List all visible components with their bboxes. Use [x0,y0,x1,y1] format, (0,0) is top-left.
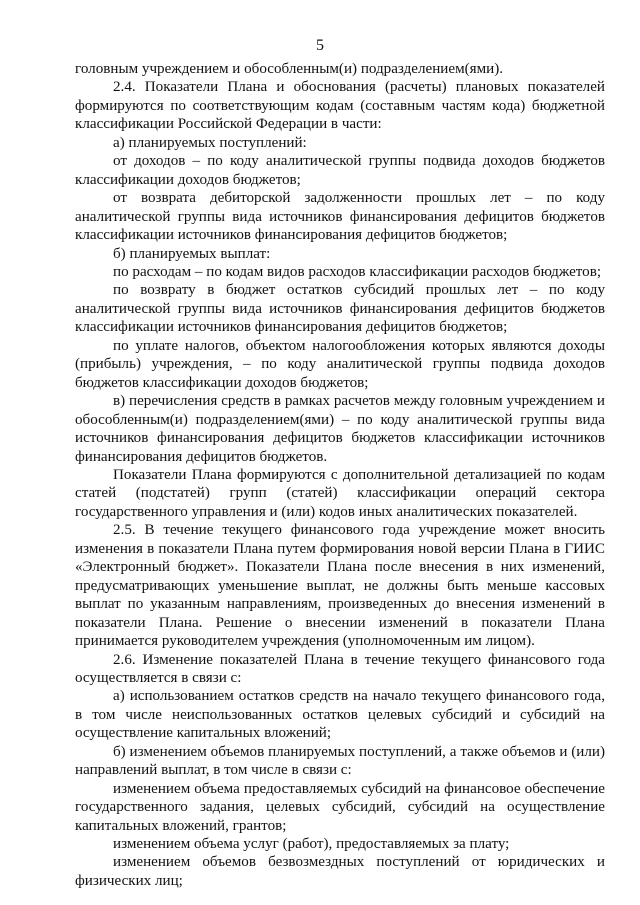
page-number: 5 [316,37,324,54]
paragraph-planned-receipts: а) планируемых поступлений: [113,134,307,151]
paragraph-receivables-return: от возврата дебиторской задолженности прошлых лет – по коду аналитической группы вида источников финансирования дефицитов бюджетов классификации источников финансирования дефицитов бюджетов; [75,190,605,244]
paragraph-transfers: в) перечисления средств в рамках расчетов между головным учреждением и обособленным(и) подразделением(ями) – по коду аналитической группы вида источников финансирования дефицитов бюджетов классификации источников финансирования дефицитов бюджетов. [75,393,605,465]
paragraph-income: от доходов – по коду аналитической группы подвида доходов бюджетов классификации доходов бюджетов; [75,153,605,188]
paragraph-tax-payment: по уплате налогов, объектом налогообложения которых являются доходы (прибыль) учреждения, – по коду аналитической группы подвида доходов бюджетов классификации доходов бюджетов; [75,337,605,391]
paragraph-paid-services: изменением объема услуг (работ), предоставляемых за плату; [113,836,510,853]
paragraph-planned-payments: б) планируемых выплат: [113,245,271,262]
paragraph-expenses: по расходам – по кодам видов расходов классификации расходов бюджетов; [113,263,602,280]
paragraph-section-2-5: 2.5. В течение текущего финансового года учреждение может вносить изменения в показатели Плана путем формирования новой версии Плана в ГИИС «Электронный бюджет». Показатели Плана после внесения в них изменений, предусматривающих уменьшение выплат, не должны быть меньше кассовых выплат по указанным направлениям, произведенных до внесения изменений в показатели Плана. Решение о внесении изменений в показатели Плана принимается руководителем учреждения (уполномоченным им лицом). [75,522,605,650]
paragraph-continuation: головным учреждением и обособленным(и) подразделением(ями). [75,61,504,77]
paragraph-section-2-4: 2.4. Показатели Плана и обоснования (расчеты) плановых показателей формируются по соответствующим кодам (составным частям кода) бюджетной классификации Российской Федерации в части: [75,79,605,133]
paragraph-balances-use: а) использованием остатков средств на начало текущего финансового года, в том числе неиспользованных остатков целевых субсидий и субсидий на осуществление капитальных вложений; [75,688,605,742]
paragraph-subsidy-volume: изменением объема предоставляемых субсидий на финансовое обеспечение государственного задания, целевых субсидий, субсидий на осуществление капитальных вложений, грантов; [75,780,605,834]
paragraph-section-2-6: 2.6. Изменение показателей Плана в течение текущего финансового года осуществляется в связи с: [75,651,605,686]
paragraph-donations: изменением объемов безвозмездных поступлений от юридических и физических лиц; [75,854,605,889]
paragraph-detailing: Показатели Плана формируются с дополнительной детализацией по кодам статей (подстатей) групп (статей) классификации операций сектора государственного управления и (или) кодов иных аналитических показателей. [75,466,605,520]
paragraph-volume-changes: б) изменением объемов планируемых поступлений, а также объемов и (или) направлений выплат, в том числе в связи с: [75,743,605,779]
paragraph-subsidy-return: по возврату в бюджет остатков субсидий прошлых лет – по коду аналитической группы вида источников финансирования дефицитов бюджетов классификации источников финансирования дефицитов бюджетов; [75,282,605,336]
document-body [75,60,605,890]
